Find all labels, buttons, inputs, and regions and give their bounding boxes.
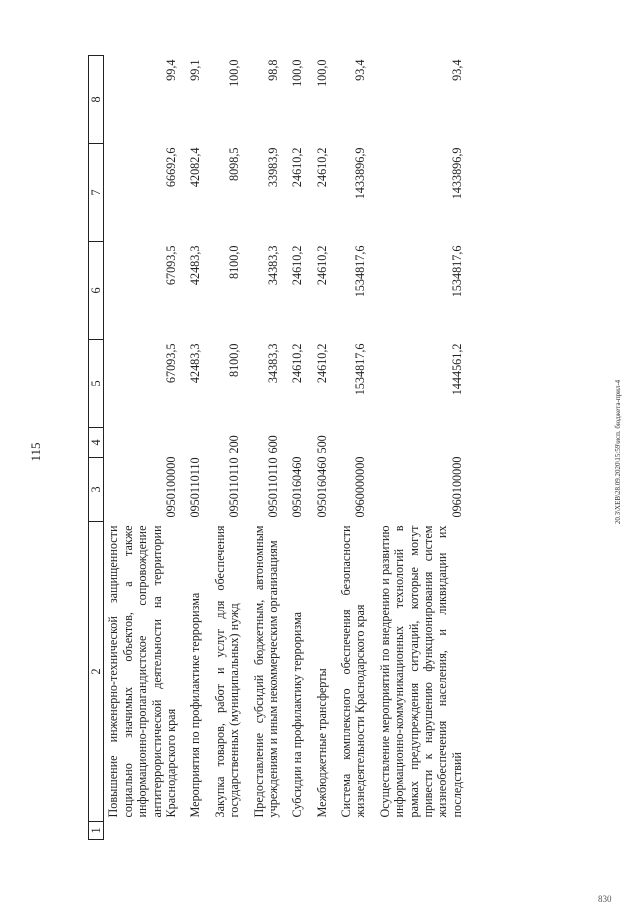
row-kind	[104, 428, 180, 458]
row-percent: 93,4	[353, 59, 368, 81]
column-header: 1	[89, 822, 104, 840]
row-kind	[370, 428, 466, 458]
row-code: 0960100000	[449, 456, 464, 518]
row-value: 1534817,6	[449, 245, 464, 298]
row-percent: 99,1	[188, 59, 203, 81]
row-name: Предоставление субсидий бюджетным, автономным учреждениям и иным некоммерческим организациям	[251, 525, 280, 818]
row-value: 33983,9	[265, 147, 280, 188]
row-code: 0950110110	[188, 457, 203, 518]
table-row	[331, 56, 370, 840]
row-code: 0950160460	[314, 456, 329, 518]
row-value: 67093,5	[163, 245, 178, 286]
row-code: 0960000000	[353, 456, 368, 518]
row-name: Повышение инженерно-технической защищенности социально значимых объектов, а также информационно-пропагандистское сопровождение антитеррористической деятельности на территории Краснодарского края	[106, 525, 178, 818]
row-name: Мероприятия по профилактике терроризма	[188, 592, 203, 818]
row-value: 24610,2	[290, 147, 305, 188]
row-value: 1433896,9	[449, 147, 464, 200]
row-percent: 93,4	[449, 59, 464, 81]
row-value: 8098,5	[227, 147, 242, 182]
row-kind: 500	[314, 435, 329, 454]
row-code: 0950110110	[265, 457, 280, 518]
row-value: 42082,4	[188, 147, 203, 188]
column-header: 5	[89, 340, 104, 428]
row-percent: 100,0	[227, 59, 242, 87]
table-header-row	[89, 56, 104, 840]
row-value: 24610,2	[290, 245, 305, 286]
table-row	[244, 56, 283, 840]
row-value: 24610,2	[314, 147, 329, 188]
row-percent: 99,4	[163, 59, 178, 81]
column-header: 8	[89, 56, 104, 144]
row-value: 34383,3	[265, 343, 280, 384]
footer-stamp: 20.3\XEB\28.09.2020\15:59\исп. бюджета-прил-4	[614, 379, 622, 525]
row-name: Система комплексного обеспечения безопасности жизнедеятельности Краснодарского края	[339, 525, 368, 818]
row-value: 8100,0	[227, 245, 242, 280]
row-value: 24610,2	[290, 343, 305, 384]
row-percent: 98,8	[265, 59, 280, 81]
column-header: 2	[89, 522, 104, 822]
row-kind: 200	[227, 435, 242, 454]
row-percent: 100,0	[290, 59, 305, 87]
row-code: 0950100000	[163, 456, 178, 518]
budget-table	[88, 55, 466, 840]
column-header: 6	[89, 242, 104, 340]
column-header: 4	[89, 428, 104, 458]
row-value: 8100,0	[227, 343, 242, 378]
page-number: 115	[28, 442, 43, 462]
table-row	[205, 56, 244, 840]
row-percent: 100,0	[314, 59, 329, 87]
row-code: 0950110110	[227, 457, 242, 518]
row-value: 1534817,6	[353, 245, 368, 298]
row-value: 1433896,9	[353, 147, 368, 200]
row-value: 66692,6	[163, 147, 178, 188]
row-value: 24610,2	[314, 245, 329, 286]
row-kind: 600	[265, 435, 280, 454]
corner-page-number: 830	[598, 894, 612, 904]
row-value: 24610,2	[314, 343, 329, 384]
rotated-page-content	[88, 56, 540, 840]
row-kind	[282, 428, 306, 458]
table-row	[180, 56, 204, 840]
column-header: 7	[89, 144, 104, 242]
row-value: 1534817,6	[353, 343, 368, 396]
row-name: Субсидии на профилактику терроризма	[290, 611, 305, 818]
row-value: 42483,3	[188, 343, 203, 384]
row-value: 42483,3	[188, 245, 203, 286]
table-row	[104, 56, 180, 840]
row-name: Межбюджетные трансферты	[314, 668, 329, 818]
row-kind	[180, 428, 204, 458]
row-name: Закупка товаров, работ и услуг для обеспечения государственных (муниципальных) нужд	[212, 525, 242, 818]
row-name: Осуществление мероприятий по внедрению и развитию информационно-коммуникационных технологий в рамках предупреждения ситуаций, которые могут привести к нарушению функционирования систем жизнеобеспечения населения, и ликвидации их последствий	[377, 525, 464, 818]
row-value: 67093,5	[163, 343, 178, 384]
table-row	[370, 56, 466, 840]
row-kind	[331, 428, 370, 458]
table-row	[282, 56, 306, 840]
table-row	[307, 56, 331, 840]
row-value: 34383,3	[265, 245, 280, 286]
row-code: 0950160460	[290, 456, 305, 518]
row-value: 1444561,2	[449, 343, 464, 396]
column-header: 3	[89, 458, 104, 522]
